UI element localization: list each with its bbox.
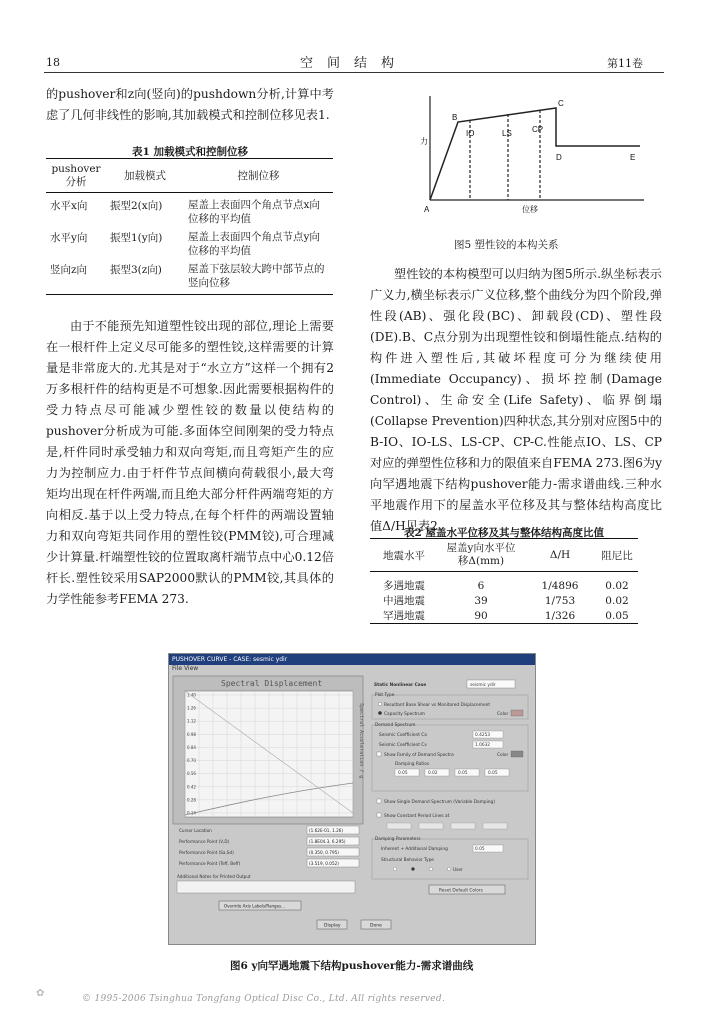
damping-value: 0.05 — [458, 771, 468, 776]
table-cell: 水平y向 — [50, 232, 88, 244]
table-cell: 振型2(x向) — [110, 200, 163, 212]
paragraph-2: 由于不能预先知道塑性铰出现的部位,理论上需要在一根杆件上定义尽可能多的塑性铰,这样需要的计算量是非常庞大的.尤其是对于“水立方”这样一个拥有2万多根杆件的结构更是不可想象.因此需要根据构件的受力特点尽可能减少塑性铰的数量以使结构的pushover分析成为可能.多面体空间刚架的受力特点是,杆件同时承受轴力和双向弯矩,而且弯矩产生的应力为控制应力.由于杆件节点间横向荷载很小,最大弯矩均出现在杆件两端,而且绝大部分杆件两端弯矩的方向相反.基于以上受力特点,在每个杆件的两端设置轴力和双向弯矩共同作用的塑性铰(PMM铰),可合理减少计算量.杆端塑性铰的位置取离杆端节点中心0.12倍杆长.塑性铰采用SAP2000默认的PMM铰,其具体的力学性能参考FEMA 273. — [46, 319, 334, 606]
paragraph-1: 的pushover和z向(竖向)的pushdown分析,计算中考虑了几何非线性的影响,其加载模式和控制位移见表1. — [46, 87, 334, 122]
y-tick-label: 0.14 — [187, 810, 196, 816]
option2-label: Capacity Spectrum — [384, 712, 425, 717]
table1-header-cell: pushover 分析 — [46, 159, 106, 193]
single-label: Show Single Demand Spectrum (Variable Damping) — [384, 800, 495, 805]
display-label: Display — [324, 923, 341, 929]
y-tick-label: 0.28 — [187, 797, 196, 803]
y-tick-label: 1.26 — [187, 705, 196, 711]
table2-header-row — [370, 539, 638, 572]
table1-header-row — [46, 159, 333, 193]
cv-label: Seismic Coefficient Cv — [379, 743, 427, 748]
table1-header-cell: 加载模式 — [106, 159, 184, 193]
field-value: (1.8E04.3, 6.295) — [309, 839, 346, 844]
case-select-value: seismic ydir — [470, 683, 496, 688]
field-label: Performance Point (Sa,Sd) — [179, 850, 234, 855]
table-cell: 屋盖上表面四个角点节点y向位移的平均值 — [188, 231, 320, 257]
table-cell: 屋盖上表面四个角点节点x向位移的平均值 — [188, 199, 320, 225]
table-cell: 0.02 — [605, 579, 629, 592]
damping-value: 0.05 — [488, 771, 498, 776]
cv-value: 1.0632 — [475, 743, 491, 748]
hinge-curve — [430, 108, 640, 200]
figure6-body — [169, 673, 535, 943]
figure5-caption: 图5 塑性铰的本构关系 — [454, 239, 559, 251]
table-cell: 屋盖下弦层较大跨中部节点的竖向位移 — [184, 262, 333, 295]
paragraph-3: 塑性铰的本构模型可以归纳为图5所示.纵坐标表示广义力,横坐标表示广义位移,整个曲线分为四个阶段,弹性段(AB)、强化段(BC)、卸载段(CD)、塑性段(DE).B、C点分别为出现塑性铰和倒塌性能点.结构的构件进入塑性后,其破坏程度可分为继续使用(Immediate Occupancy)、损坏控制(Damage Control)、生命安全(Life Safety)、临界倒塌(Collapse Prevention)四种状态,其分别对应图5中的B-IO、IO-LS、LS-CP、CP-C.性能点IO、LS、CP对应的弹塑性位移和力的限值来自FEMA 273.图6为y向罕遇地震下结构pushover能力-需求谱曲线.三种水平地震作用下的屋盖水平位移及其与整体结构高度比值Δ/H见表2. — [370, 267, 662, 533]
period-label: Show Constant Period Lines at — [384, 814, 450, 819]
point-label: E — [630, 153, 636, 162]
table1-caption: 表1 加载模式和控制位移 — [132, 146, 248, 158]
table2-header-cell: 屋盖y向水平位移Δ(mm) — [438, 539, 524, 572]
radio-icon[interactable] — [429, 867, 432, 870]
table-cell: 罕遇地震 — [370, 608, 438, 624]
radio-icon[interactable] — [411, 867, 414, 870]
ca-value: 0.4253 — [475, 733, 491, 738]
period-input[interactable] — [387, 823, 411, 829]
figure6-window — [168, 653, 536, 945]
x-axis-label: 位移 — [522, 205, 538, 214]
checkbox-icon[interactable] — [377, 799, 381, 803]
point-label: C — [558, 99, 564, 108]
table-cell: 39 — [474, 594, 488, 607]
done-label: Done — [370, 923, 382, 929]
table1 — [46, 158, 333, 295]
figure5-diagram — [418, 92, 658, 218]
radio-icon[interactable] — [378, 711, 382, 715]
radio-icon[interactable] — [393, 867, 396, 870]
point-label: A — [424, 205, 430, 214]
table2 — [370, 538, 638, 624]
header-rule — [44, 72, 664, 73]
field-label: Performance Point (Teff, Beff) — [179, 861, 241, 866]
mark-label: CP — [532, 125, 544, 134]
y-tick-label: 0.56 — [187, 771, 196, 777]
color-label: Color — [497, 753, 509, 758]
field-value: (0.350, 0.795) — [309, 850, 339, 855]
figure6-caption: 图6 y向罕遇地震下结构pushover能力-需求谱曲线 — [230, 960, 474, 972]
plot-title: Spectral Displacement — [221, 679, 323, 688]
table2-header-cell: 阻尼比 — [596, 539, 638, 572]
color-swatch[interactable] — [511, 751, 523, 757]
y-tick-label: 0.98 — [187, 731, 196, 737]
table-row — [370, 572, 638, 594]
table-cell: 1/4896 — [541, 579, 579, 592]
checkbox-icon[interactable] — [377, 752, 381, 756]
family-label: Show Family of Demand Spectra — [384, 753, 454, 758]
y-tick-label: 0.42 — [187, 784, 196, 790]
period-input[interactable] — [483, 823, 507, 829]
ca-label: Seismic Coefficient Ca — [379, 733, 427, 738]
table-cell: 振型3(z向) — [106, 262, 184, 295]
damping-value: 0.05 — [398, 771, 408, 776]
table-row — [370, 593, 638, 608]
behavior-label: Structural Behavior Type — [381, 858, 434, 863]
table-cell: 1/326 — [524, 608, 596, 624]
table2-header-cell: Δ/H — [524, 539, 596, 572]
table-cell: 水平x向 — [50, 200, 88, 212]
table-cell: 1/753 — [544, 594, 576, 607]
journal-title: 空间结构 — [300, 56, 409, 71]
y-tick-label: 1.12 — [187, 718, 196, 724]
radio-icon[interactable] — [378, 702, 382, 706]
table-cell: 中遇地震 — [383, 595, 425, 607]
option1-label: Resultant Base Shear vs Monitored Displacement — [384, 703, 491, 708]
plot-type-label: Plot Type — [375, 693, 395, 698]
menu-bar[interactable]: File View — [172, 665, 199, 672]
color-swatch[interactable] — [511, 710, 523, 716]
user-label: User — [453, 868, 463, 873]
mark-label: LS — [502, 129, 512, 138]
table-cell: 6 — [477, 579, 485, 592]
field-value: (3.519, 0.052) — [309, 861, 339, 866]
table2-caption: 表2 屋盖水平位移及其与整体结构高度比值 — [404, 527, 604, 539]
table-cell: 0.05 — [596, 608, 638, 624]
y-axis-label: 力 — [420, 137, 428, 146]
window-title: PUSHOVER CURVE - CASE: sesmic ydir — [169, 654, 535, 665]
y-tick-label: 0.84 — [187, 744, 196, 750]
notes-label: Additional Notes for Printed Output — [177, 874, 251, 879]
table-cell: 0.02 — [605, 594, 629, 607]
table2-header-cell: 地震水平 — [370, 539, 438, 572]
inherent-value: 0.05 — [475, 847, 485, 852]
damp-params-label: Damping Parameters — [375, 837, 421, 842]
page-number: 18 — [46, 56, 60, 69]
case-label: Static Nonlinear Case — [374, 683, 427, 688]
inherent-label: Inherent + Additional Damping — [381, 847, 448, 852]
table-row — [46, 193, 333, 231]
y-tick-label: 0.70 — [187, 758, 196, 764]
reset-colors-label: Reset Default Colors — [439, 888, 483, 894]
period-input[interactable] — [419, 823, 443, 829]
table-cell: 竖向z向 — [46, 262, 106, 295]
point-label: D — [556, 153, 562, 162]
y-tick-label: 1.40 — [187, 692, 196, 698]
damping-label: Damping Ratios — [395, 762, 430, 767]
volume-label: 第11卷 — [607, 57, 643, 70]
field-label: Performance Point (V,D) — [179, 839, 230, 844]
mark-label: IO — [466, 129, 475, 138]
table-cell: 振型1(y向) — [110, 232, 163, 244]
table-cell: 90 — [438, 608, 524, 624]
table-row — [46, 262, 333, 295]
table1-header-cell: 控制位移 — [184, 159, 333, 193]
notes-input[interactable] — [177, 881, 355, 893]
color-label: Color — [497, 712, 509, 717]
demand-label: Demand Spectrum — [375, 723, 416, 728]
radio-icon[interactable] — [447, 867, 450, 870]
copyright-footer: © 1995-2006 Tsinghua Tongfang Optical Disc Co., Ltd. All rights reserved. — [82, 994, 446, 1004]
table-cell: 多遇地震 — [383, 580, 425, 592]
side-label: Spectral Acceleration / g — [358, 703, 364, 779]
point-label: B — [452, 113, 458, 122]
table-row — [46, 230, 333, 262]
damping-value: 0.02 — [428, 771, 438, 776]
period-input[interactable] — [451, 823, 475, 829]
checkbox-icon[interactable] — [377, 813, 381, 817]
modify-axis-label: Override Axis Labels/Ranges... — [224, 903, 285, 909]
field-value: (1.62E-01, 1.26) — [309, 828, 344, 833]
cnki-logo: ✿ — [36, 988, 45, 999]
field-label: Cursor Location — [179, 828, 212, 833]
table-row — [370, 608, 638, 624]
